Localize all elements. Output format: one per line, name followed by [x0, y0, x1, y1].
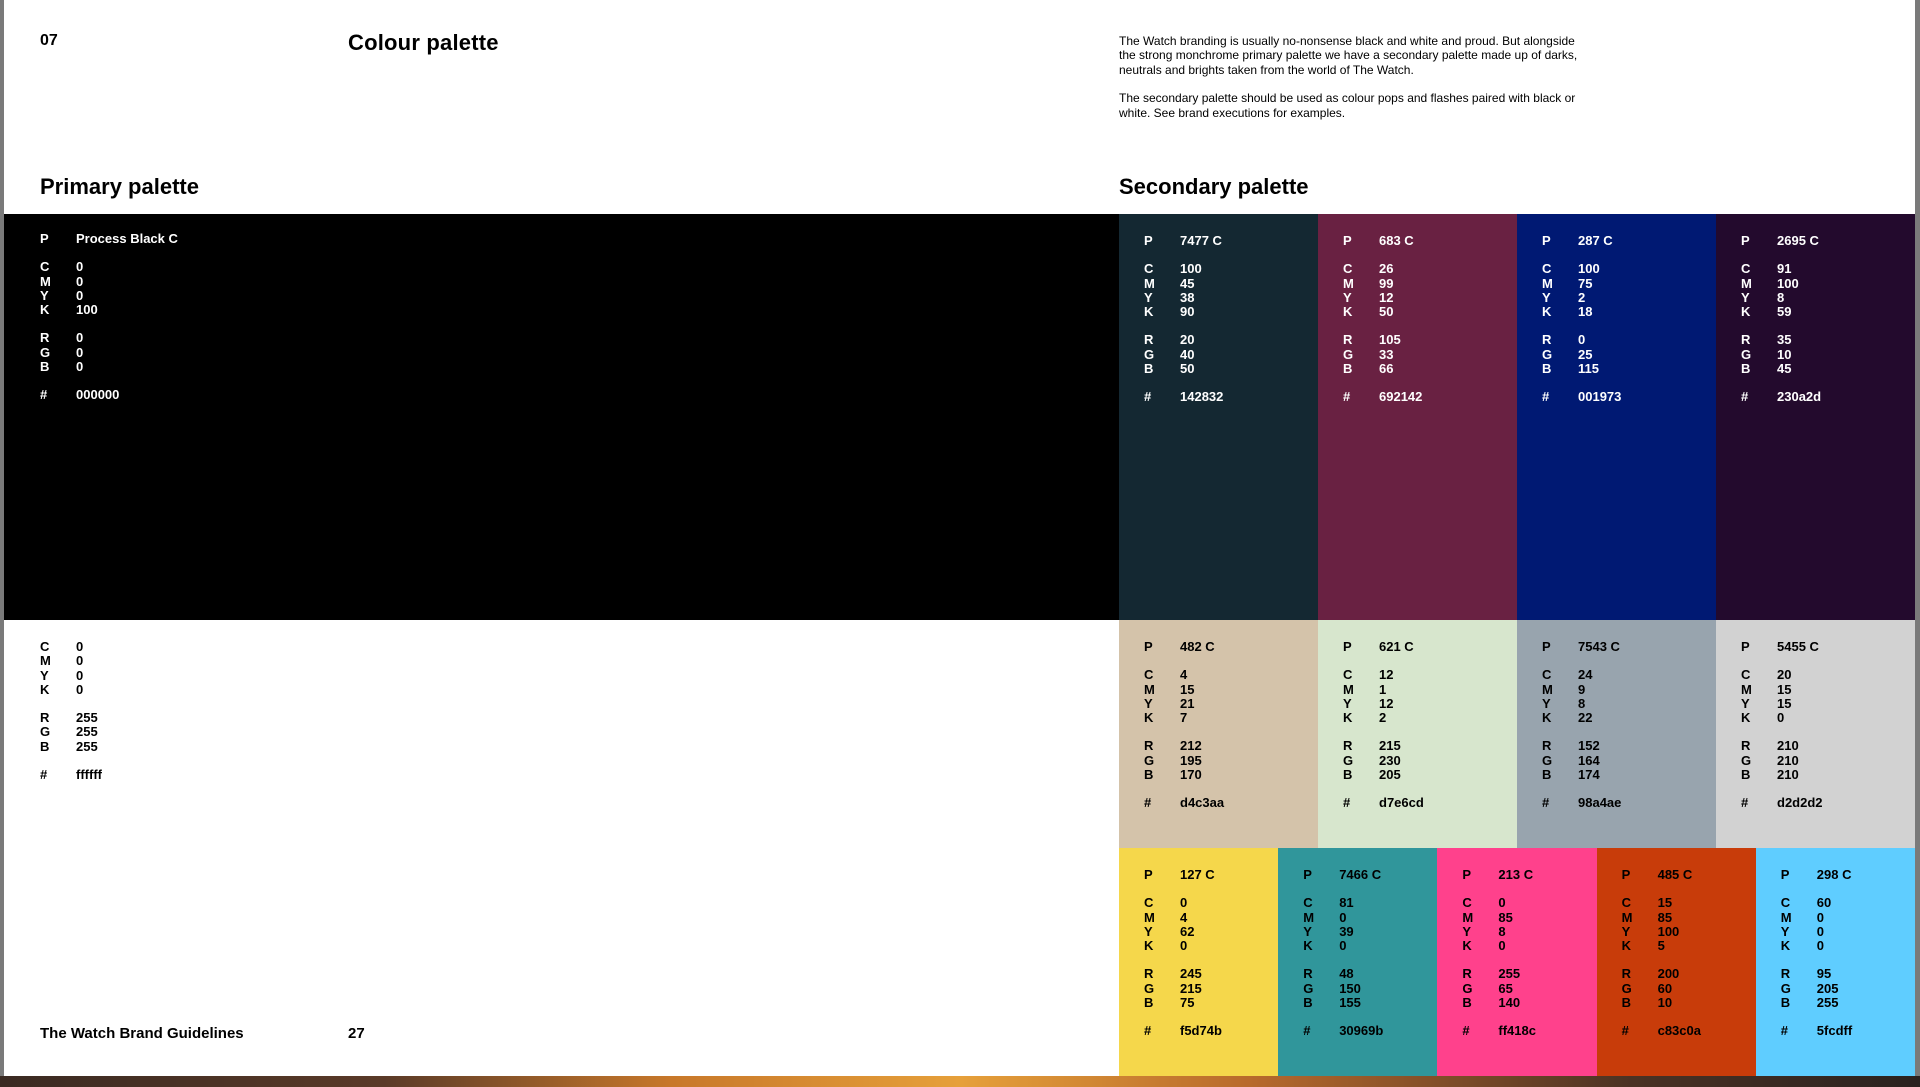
cmyk-y: 15: [1777, 695, 1792, 711]
intro-paragraph: The Watch branding is usually no-nonsense black and white and proud. But alongside the strong monchrome primary palette we have a secondary palette made up of darks, neutrals and brights taken from the world of The Watch.: [1119, 34, 1578, 77]
rgb-b: 210: [1777, 767, 1799, 783]
secondary-swatch: [1756, 848, 1915, 1076]
color-spec: P 213 C C 0 M 85 Y 8 K 0 R 255 G 65 B 140 # ff418c: [1462, 867, 1536, 1039]
secondary-swatch: [1517, 620, 1717, 848]
rgb-g: 215: [1180, 980, 1202, 996]
rgb-r: 48: [1339, 966, 1354, 982]
cmyk-y: 12: [1379, 289, 1394, 305]
color-spec: P 482 C C 4 M 15 Y 21 K 7 R 212 G 195 B 170 # d4c3aa: [1144, 639, 1225, 811]
cmyk-y: 2: [1578, 289, 1586, 305]
rgb-g: 210: [1777, 752, 1799, 768]
cmyk-k: 0: [76, 681, 84, 697]
pantone-value: 7466 C: [1339, 867, 1382, 882]
pantone-value: 213 C: [1498, 867, 1534, 882]
hex-value: d2d2d2: [1777, 795, 1823, 811]
cmyk-c: 0: [1498, 895, 1506, 911]
cmyk-y: 0: [1816, 923, 1825, 939]
footer-title: The Watch Brand Guidelines: [40, 1025, 244, 1042]
cmyk-c: 24: [1578, 667, 1593, 683]
rgb-r: 255: [76, 710, 98, 726]
color-spec: P 485 C C 15 M 85 Y 100 K 5 R 200 G 60 B 10 # c83c0a: [1621, 867, 1701, 1039]
cmyk-y: 39: [1339, 923, 1354, 939]
rgb-r: 20: [1180, 332, 1195, 348]
pantone-value: 7477 C: [1180, 233, 1222, 248]
hex-value: 001973: [1578, 389, 1622, 405]
hex-value: d7e6cd: [1379, 795, 1424, 811]
cmyk-m: 100: [1777, 275, 1799, 291]
cmyk-c: 20: [1777, 667, 1792, 683]
cmyk-y: 8: [1777, 289, 1785, 305]
cmyk-m: 85: [1657, 909, 1673, 925]
rgb-b: 50: [1180, 361, 1195, 377]
rgb-g: 60: [1657, 980, 1673, 996]
secondary-swatch: [1716, 620, 1915, 848]
rgb-b: 174: [1578, 767, 1600, 783]
cmyk-m: 15: [1777, 681, 1792, 697]
pantone-value: 482 C: [1180, 639, 1215, 654]
rgb-r: 0: [1578, 332, 1586, 348]
cmyk-c: 100: [1180, 261, 1202, 277]
cmyk-m: 85: [1498, 909, 1513, 925]
rgb-b: 170: [1180, 767, 1202, 783]
rgb-r: 200: [1657, 966, 1680, 982]
cmyk-c: 12: [1379, 667, 1394, 683]
rgb-r: 0: [76, 330, 84, 346]
cmyk-c: 60: [1816, 895, 1832, 911]
secondary-swatch: [1716, 214, 1915, 620]
rgb-g: 205: [1816, 980, 1839, 996]
secondary-swatch: [1437, 848, 1598, 1076]
secondary-swatch: [1597, 848, 1758, 1076]
cmyk-k: 7: [1180, 710, 1188, 726]
rgb-r: 35: [1777, 332, 1792, 348]
rgb-b: 10: [1657, 995, 1673, 1011]
color-spec: P 298 C C 60 M 0 Y 0 K 0 R 95 G 205 B 255 # 5fcdff: [1780, 867, 1853, 1039]
color-spec: P 287 C C 100 M 75 Y 2 K 18 R 0 G 25 B 115 # 001973: [1542, 233, 1622, 405]
rgb-b: 75: [1180, 995, 1195, 1011]
rgb-r: 152: [1578, 738, 1600, 754]
pantone-value: 5455 C: [1777, 639, 1819, 654]
cmyk-k: 0: [1180, 938, 1188, 954]
secondary-swatch: [1318, 214, 1518, 620]
hex-value: f5d74b: [1180, 1023, 1222, 1039]
color-spec: P 7466 C C 81 M 0 Y 39 K 0 R 48 G 150 B 155 # 30969b: [1303, 867, 1384, 1039]
pantone-value: 298 C: [1816, 867, 1852, 882]
rgb-b: 66: [1379, 361, 1394, 377]
cmyk-c: 15: [1657, 895, 1673, 911]
cmyk-m: 9: [1578, 681, 1586, 697]
color-spec: P 7477 C C 100 M 45 Y 38 K 90 R 20 G 40 B 50 # 142832: [1144, 233, 1224, 405]
primary-palette-title: Primary palette: [40, 174, 199, 199]
color-spec: P 5455 C C 20 M 15 Y 15 K 0 R 210 G 210 B 210 # d2d2d2: [1741, 639, 1823, 811]
cmyk-y: 62: [1180, 923, 1195, 939]
primary-swatch-white: C 0 M 0 Y 0 K 0 R 255 G 255 B 255 # ffffff: [40, 639, 102, 783]
pantone-value: 621 C: [1379, 639, 1414, 654]
color-spec: P 621 C C 12 M 1 Y 12 K 2 R 215 G 230 B 205 # d7e6cd: [1343, 639, 1424, 811]
pantone-value: 287 C: [1578, 233, 1613, 248]
rgb-b: 155: [1339, 995, 1361, 1011]
hex-value: 5fcdff: [1816, 1023, 1853, 1039]
rgb-g: 0: [76, 344, 84, 360]
page-title: Colour palette: [348, 30, 499, 55]
cmyk-m: 0: [1816, 909, 1825, 925]
rgb-g: 164: [1578, 752, 1600, 768]
cmyk-k: 5: [1657, 938, 1665, 954]
rgb-g: 255: [76, 724, 98, 740]
rgb-g: 33: [1379, 346, 1394, 362]
cmyk-m: 1: [1379, 681, 1387, 697]
cmyk-c: 91: [1777, 261, 1792, 277]
primary-swatch-black: [4, 214, 1119, 620]
hex-value: 98a4ae: [1578, 795, 1622, 811]
rgb-g: 40: [1180, 346, 1195, 362]
rgb-r: 95: [1816, 966, 1832, 982]
pantone-value: 485 C: [1657, 867, 1693, 882]
cmyk-y: 0: [76, 667, 84, 683]
cmyk-k: 0: [1816, 938, 1825, 954]
rgb-b: 140: [1498, 995, 1521, 1011]
cmyk-k: 50: [1379, 304, 1394, 320]
cmyk-c: 81: [1339, 895, 1354, 911]
pantone-value: Process Black C: [76, 231, 178, 246]
color-spec: P 2695 C C 91 M 100 Y 8 K 59 R 35 G 10 B 45 # 230a2d: [1741, 233, 1822, 405]
cmyk-m: 99: [1379, 275, 1394, 291]
section-number: 07: [40, 32, 58, 49]
pantone-value: 7543 C: [1578, 639, 1620, 654]
cmyk-y: 12: [1379, 695, 1394, 711]
cmyk-y: 0: [76, 287, 84, 303]
rgb-b: 0: [76, 359, 84, 375]
rgb-b: 255: [1816, 995, 1839, 1011]
hex-value: ffffff: [76, 767, 102, 783]
hex-value: d4c3aa: [1180, 795, 1225, 811]
rgb-b: 205: [1379, 767, 1401, 783]
document-page: [4, 0, 1915, 1076]
cmyk-k: 0: [1777, 710, 1785, 726]
hex-value: 142832: [1180, 389, 1224, 405]
cmyk-m: 0: [1339, 909, 1347, 925]
cmyk-c: 100: [1578, 261, 1600, 277]
cmyk-c: 0: [76, 259, 84, 275]
secondary-swatch: [1119, 848, 1280, 1076]
intro-text: [1119, 34, 1589, 134]
rgb-r: 212: [1180, 738, 1202, 754]
secondary-swatch: [1318, 620, 1518, 848]
rgb-g: 10: [1777, 346, 1792, 362]
cmyk-y: 38: [1180, 289, 1195, 305]
hex-value: ff418c: [1498, 1023, 1536, 1039]
bottom-edge-strip: [0, 1076, 1920, 1087]
cmyk-y: 21: [1180, 695, 1195, 711]
secondary-swatch: [1119, 620, 1319, 848]
rgb-r: 245: [1180, 966, 1202, 982]
cmyk-c: 4: [1180, 667, 1188, 683]
hex-value: 230a2d: [1777, 389, 1822, 405]
rgb-b: 45: [1777, 361, 1792, 377]
cmyk-y: 8: [1578, 695, 1586, 711]
cmyk-k: 18: [1578, 304, 1593, 320]
pantone-value: 2695 C: [1777, 233, 1819, 248]
secondary-swatch: [1278, 848, 1439, 1076]
cmyk-m: 75: [1578, 275, 1593, 291]
rgb-b: 115: [1578, 361, 1599, 377]
footer-page-number: 27: [348, 1025, 365, 1042]
cmyk-k: 100: [76, 302, 98, 318]
color-spec: P 127 C C 0 M 4 Y 62 K 0 R 245 G 215 B 75 # f5d74b: [1144, 867, 1222, 1039]
rgb-g: 150: [1339, 980, 1361, 996]
cmyk-y: 8: [1498, 923, 1506, 939]
color-spec: P 7543 C C 24 M 9 Y 8 K 22 R 152 G 164 B 174 # 98a4ae: [1542, 639, 1622, 811]
cmyk-m: 45: [1180, 275, 1195, 291]
secondary-swatch: [1119, 214, 1319, 620]
cmyk-k: 2: [1379, 710, 1387, 726]
cmyk-k: 0: [1498, 938, 1506, 954]
cmyk-k: 90: [1180, 304, 1195, 320]
rgb-g: 230: [1379, 752, 1401, 768]
rgb-r: 210: [1777, 738, 1799, 754]
hex-value: 692142: [1379, 389, 1423, 405]
secondary-palette-title: Secondary palette: [1119, 174, 1309, 199]
rgb-r: 105: [1379, 332, 1401, 348]
cmyk-m: 4: [1180, 909, 1188, 925]
pantone-value: 127 C: [1180, 867, 1215, 882]
cmyk-k: 59: [1777, 304, 1792, 320]
rgb-r: 215: [1379, 738, 1401, 754]
cmyk-c: 26: [1379, 261, 1394, 277]
color-spec: P Process Black C C 0 M 0 Y 0 K 100 R 0 G 0 B 0 # 000000: [40, 231, 178, 403]
cmyk-k: 0: [1339, 938, 1347, 954]
rgb-b: 255: [76, 738, 98, 754]
rgb-g: 65: [1498, 980, 1513, 996]
intro-paragraph: The secondary palette should be used as colour pops and flashes paired with black or white. See brand executions for examples.: [1119, 91, 1576, 120]
secondary-swatch: [1517, 214, 1717, 620]
cmyk-m: 0: [76, 273, 84, 289]
cmyk-c: 0: [1180, 895, 1188, 911]
hex-value: 000000: [76, 387, 120, 403]
rgb-g: 195: [1180, 752, 1202, 768]
cmyk-c: 0: [76, 639, 84, 654]
hex-value: 30969b: [1339, 1023, 1384, 1039]
hex-value: c83c0a: [1657, 1023, 1701, 1039]
cmyk-y: 100: [1657, 923, 1680, 939]
color-spec: P 683 C C 26 M 99 Y 12 K 50 R 105 G 33 B 66 # 692142: [1343, 233, 1423, 405]
cmyk-m: 0: [76, 653, 84, 669]
rgb-g: 25: [1578, 346, 1593, 362]
cmyk-m: 15: [1180, 681, 1195, 697]
pantone-value: 683 C: [1379, 233, 1414, 248]
rgb-r: 255: [1498, 966, 1521, 982]
cmyk-k: 22: [1578, 710, 1593, 726]
